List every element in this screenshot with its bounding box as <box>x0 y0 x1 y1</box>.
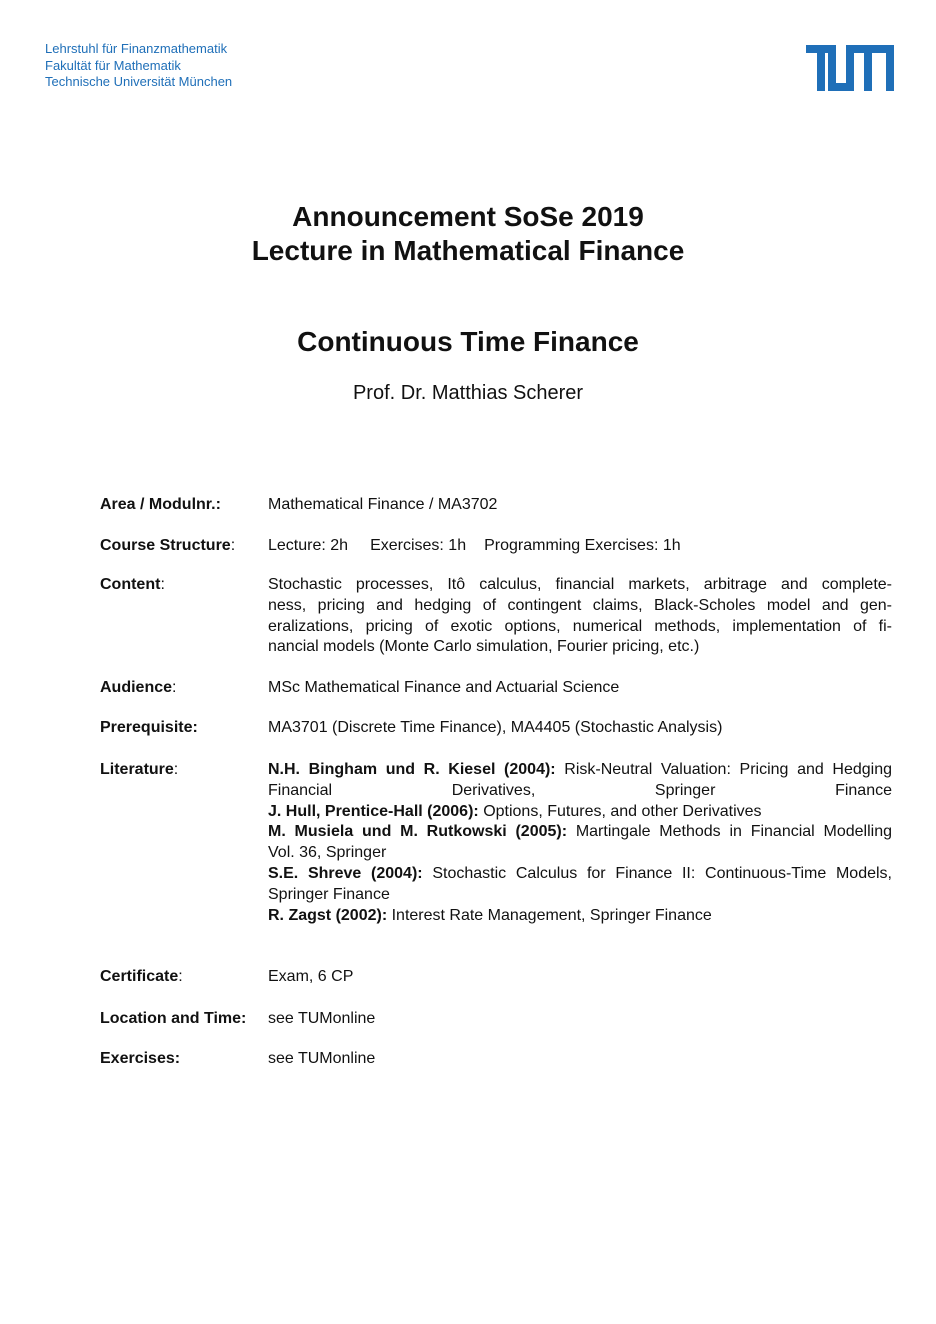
literature-entry-continuation: Springer Finance <box>268 885 390 903</box>
structure-exercises: Exercises: 1h <box>370 537 467 554</box>
literature-entry <box>268 760 892 781</box>
literature-entry <box>268 822 892 843</box>
structure-lecture: Lecture: 2h <box>268 537 349 554</box>
structure-programming: Programming Exercises: 1h <box>484 537 681 554</box>
literature-work: Interest Rate Management, Springer Finance <box>391 906 712 924</box>
field-content-label: Content: <box>100 576 165 593</box>
content-line: Stochastic processes, Itô calculus, financial markets, arbitrage and complete- <box>268 576 892 593</box>
content-line: nancial models (Monte Carlo simulation, Fourier pricing, etc.) <box>268 638 700 656</box>
affiliation-block <box>45 41 232 91</box>
literature-authors: J. Hull, Prentice-Hall (2006): <box>268 802 479 820</box>
field-area-value: Mathematical Finance / MA3702 <box>268 496 498 513</box>
literature-work: Martingale Methods in Financial Modelling <box>575 823 892 841</box>
literature-work: Stochastic Calculus for Finance II: Continuous-Time Models, <box>432 864 892 882</box>
title-line-2: Lecture in Mathematical Finance <box>251 235 685 266</box>
content-line: eralizations, pricing of exotic options, numerical methods, implementation of fi- <box>268 617 892 635</box>
literature-authors: R. Zagst (2002): <box>268 906 388 924</box>
field-location-label: Location and Time: <box>100 1010 247 1027</box>
field-certificate-label: Certificate: <box>100 968 183 985</box>
field-area-label: Area / Modulnr.: <box>100 496 221 513</box>
field-prerequisite-value: MA3701 (Discrete Time Finance), MA4405 (Stochastic Analysis) <box>268 719 723 736</box>
tum-logo-icon <box>806 45 894 91</box>
literature-work: Options, Futures, and other Derivatives <box>483 802 762 820</box>
literature-entry-continuation: Vol. 36, Springer <box>268 844 387 862</box>
field-literature-value <box>268 760 892 926</box>
field-prerequisite-label: Prerequisite: <box>100 719 198 736</box>
literature-entry-continuation: Financial Derivatives, Springer Finance <box>268 781 892 799</box>
field-audience-value: MSc Mathematical Finance and Actuarial Science <box>268 679 620 696</box>
field-location-value: see TUMonline <box>268 1010 376 1027</box>
field-course-structure-label: Course Structure: <box>100 537 236 554</box>
course-title: Continuous Time Finance <box>297 326 639 357</box>
literature-entry <box>268 802 892 823</box>
field-certificate-value: Exam, 6 CP <box>268 968 354 985</box>
content-line: ness, pricing and hedging of contingent claims, Black-Scholes model and gen- <box>268 596 892 614</box>
affiliation-university: Technische Universität München <box>45 74 233 89</box>
field-audience-label: Audience: <box>100 679 177 696</box>
field-exercises-label: Exercises: <box>100 1050 181 1067</box>
field-content-value <box>268 575 892 658</box>
field-literature-label: Literature: <box>100 761 179 778</box>
literature-authors: N.H. Bingham und R. Kiesel (2004): <box>268 761 556 778</box>
literature-authors: S.E. Shreve (2004): <box>268 864 423 882</box>
field-exercises-value: see TUMonline <box>268 1050 376 1067</box>
field-course-structure-value <box>268 536 892 557</box>
literature-entry <box>268 906 892 927</box>
affiliation-chair: Lehrstuhl für Finanzmathematik <box>45 41 228 56</box>
literature-entry <box>268 864 892 885</box>
title-line-1: Announcement SoSe 2019 <box>292 201 644 232</box>
literature-authors: M. Musiela und M. Rutkowski (2005): <box>268 823 568 841</box>
lecturer-name: Prof. Dr. Matthias Scherer <box>352 382 584 404</box>
affiliation-faculty: Fakultät für Mathematik <box>45 57 181 73</box>
literature-work: Risk-Neutral Valuation: Pricing and Hedging <box>564 761 892 778</box>
tum-logo <box>806 45 894 91</box>
announcement-title <box>0 200 936 268</box>
